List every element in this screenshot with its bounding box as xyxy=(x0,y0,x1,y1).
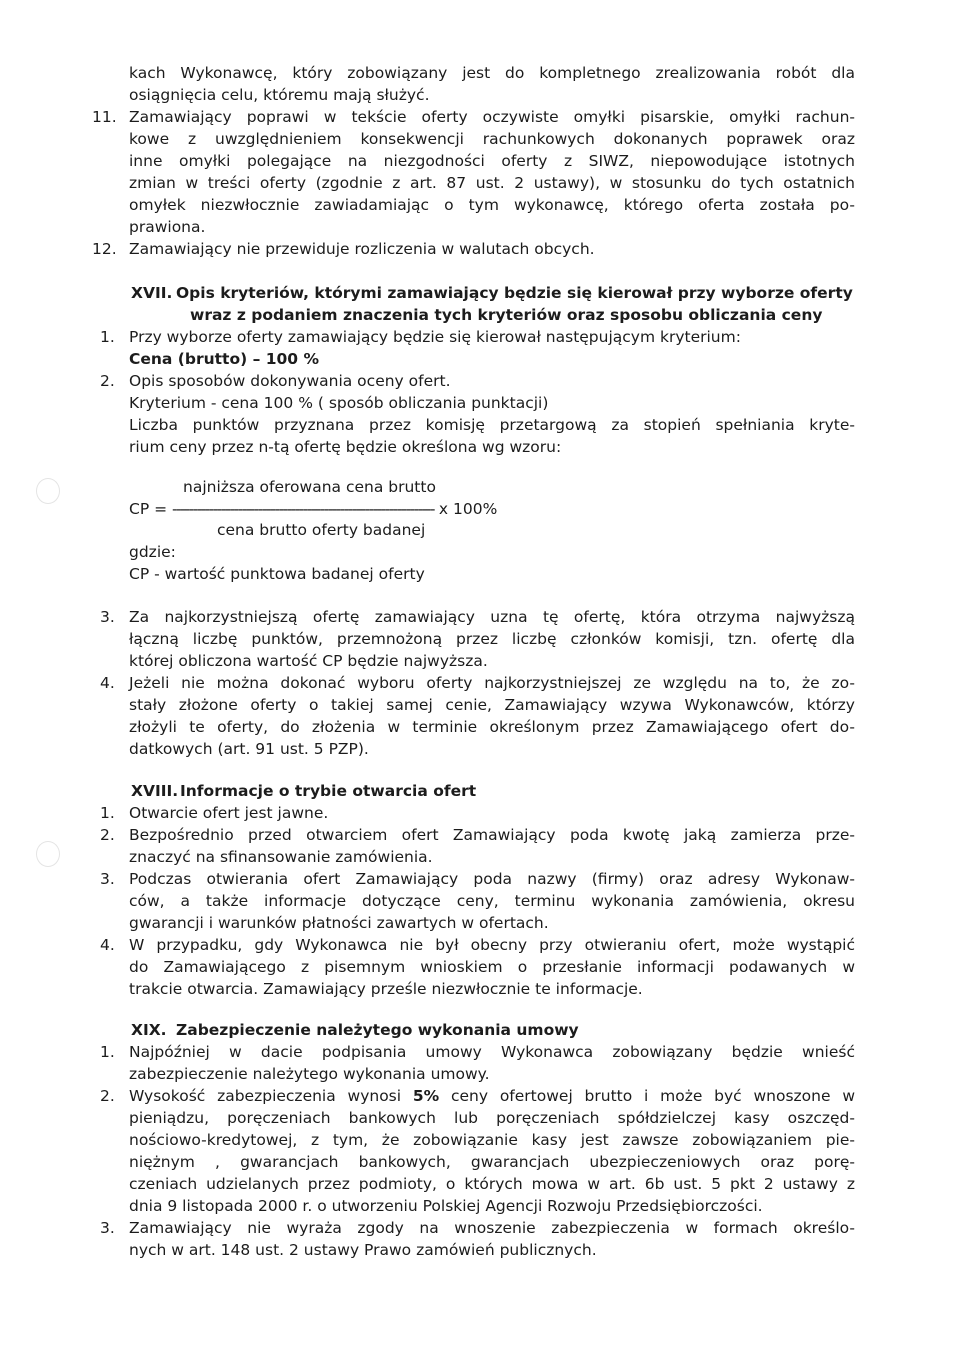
text-line: Bezpośrednio przed otwarciem ofert Zamawiający poda kwotę jaką zamierza prze- xyxy=(129,826,855,844)
formula-definition: CP - wartość punktowa badanej oferty xyxy=(129,565,425,583)
section-number: XIX. xyxy=(131,1021,167,1039)
xviii-item-4 xyxy=(100,934,855,1000)
text-line: Jeżeli nie można dokonać wyboru oferty najkorzystniejszej ze względu na to, że zo- xyxy=(129,674,855,692)
xvii-item-1 xyxy=(100,326,855,370)
item-number: 2. xyxy=(100,1087,115,1105)
text-line: Najpóźniej w dacie podpisania umowy Wykonawca zobowiązany będzie wnieść xyxy=(129,1043,855,1061)
section-xix-items xyxy=(100,1041,855,1261)
text-line: Kryterium - cena 100 % ( sposób obliczania punktacji) xyxy=(129,394,549,412)
formula-where: gdzie: xyxy=(129,543,176,561)
formula-numerator: najniższa oferowana cena brutto xyxy=(183,478,436,496)
xviii-item-3 xyxy=(100,868,855,934)
text-line: inne omyłki polegające na niezgodności oferty z SIWZ, niepowodujące istotnych xyxy=(129,152,855,170)
text-line: Otwarcie ofert jest jawne. xyxy=(129,804,329,822)
text-line: kach Wykonawcę, który zobowiązany jest do kompletnego zrealizowania robót dla xyxy=(129,64,855,82)
section-title: Opis kryteriów, którymi zamawiający będzie się kierował przy wyborze oferty xyxy=(176,284,853,302)
text-line: trakcie otwarcia. Zamawiający prześle niezwłocznie te informacje. xyxy=(129,980,643,998)
formula-denominator: cena brutto oferty badanej xyxy=(217,521,426,539)
text-line: Opis sposobów dokonywania oceny ofert. xyxy=(129,372,451,390)
xix-item-2 xyxy=(100,1085,855,1217)
text-line: pieniądzu, poręczeniach bankowych lub poręczeniach spółdzielczej kasy oszczęd- xyxy=(129,1109,855,1127)
text-fragment: Wysokość zabezpieczenia wynosi xyxy=(129,1087,413,1105)
text-line: do Zamawiającego z pisemnym wnioskiem o przesłanie informacji podawanych w xyxy=(129,958,855,976)
text-line: znaczyć na sfinansowanie zamówienia. xyxy=(129,848,433,866)
formula-lhs: CP = xyxy=(129,500,168,518)
item-number: 12. xyxy=(92,240,117,258)
section-number: XVII. xyxy=(131,284,173,302)
xviii-item-2 xyxy=(100,824,855,868)
section-number: XVIII. xyxy=(131,782,179,800)
item-number: 4. xyxy=(100,674,115,692)
text-line: stały złożone oferty o takiej samej cenie, Zamawiający wzywa Wykonawców, którzy xyxy=(129,696,855,714)
item-number: 11. xyxy=(92,108,117,126)
xvii-item-3 xyxy=(100,606,855,672)
text-line: Zamawiający nie przewiduje rozliczenia w walutach obcych. xyxy=(129,240,595,258)
text-line: datkowych (art. 91 ust. 5 PZP). xyxy=(129,740,369,758)
text-line: W przypadku, gdy Wykonawca nie był obecny przy otwieraniu ofert, może wystąpić xyxy=(129,936,855,954)
formula-line xyxy=(129,498,497,520)
text-line xyxy=(129,1085,855,1107)
text-line: gwarancji i warunków płatności zawartych w ofertach. xyxy=(129,914,549,932)
formula-rhs: x 100% xyxy=(438,500,498,518)
punch-hole-mark xyxy=(36,478,60,504)
fraction-bar: ---------------------------------------------------------------- xyxy=(172,500,434,518)
text-line: Zamawiający nie wyraża zgody na wnoszenie zabezpieczenia w formach określo- xyxy=(129,1219,855,1237)
paragraph-12 xyxy=(92,238,855,260)
text-line: zabezpieczenie należytego wykonania umowy. xyxy=(129,1065,490,1083)
text-line: dnia 9 listopada 2000 r. o utworzeniu Polskiej Agencji Rozwoju Przedsiębiorczości. xyxy=(129,1197,763,1215)
item-number: 3. xyxy=(100,608,115,626)
text-line: nościowo-kredytowej, z tym, że zobowiązanie kasy jest zawsze zobowiązaniem pie- xyxy=(129,1131,855,1149)
text-line: Podczas otwierania ofert Zamawiający poda nazwy (firmy) oraz adresy Wykonaw- xyxy=(129,870,855,888)
percentage-value: 5% xyxy=(412,1087,440,1105)
text-line: ców, a także informacje dotyczące ceny, terminu wykonania zamówienia, okresu xyxy=(129,892,855,910)
text-line: złożyli te oferty, do złożenia w terminie określonym przez Zamawiającego ofert do- xyxy=(129,718,855,736)
section-xviii-heading xyxy=(100,780,855,802)
item-number: 3. xyxy=(100,870,115,888)
text-line: Liczba punktów przyznana przez komisję przetargową za stopień spełniania kryte- xyxy=(129,416,855,434)
item-number: 2. xyxy=(100,372,115,390)
text-line: czeniach udzielanych przez podmioty, o których mowa w art. 6b ust. 5 pkt 2 ustawy z xyxy=(129,1175,855,1193)
section-xviii-items xyxy=(100,802,855,1000)
section-title: wraz z podaniem znaczenia tych kryteriów oraz sposobu obliczania ceny xyxy=(190,306,823,324)
text-line: zmian w treści oferty (zgodnie z art. 87 ust. 2 ustawy), w stosunku do tych ostatnich xyxy=(129,174,855,192)
text-line: rium ceny przez n-tą ofertę będzie określona wg wzoru: xyxy=(129,438,562,456)
text-line: Zamawiający poprawi w tekście oferty oczywiste omyłki pisarskie, omyłki rachun- xyxy=(129,108,855,126)
item-number: 1. xyxy=(100,804,115,822)
text-line: której obliczona wartość CP będzie najwyższa. xyxy=(129,652,488,670)
text-line: omyłek niezwłocznie zawiadamiając o tym wykonawcę, którego oferta została po- xyxy=(129,196,855,214)
intro-paragraph xyxy=(100,62,855,106)
text-line: kowe z uwzględnieniem konsekwencji rachunkowych dokonanych poprawek oraz xyxy=(129,130,855,148)
xvii-item-2 xyxy=(100,370,855,458)
text-line: nych w art. 148 ust. 2 ustawy Prawo zamówień publicznych. xyxy=(129,1241,597,1259)
text-line: osiągnięcia celu, któremu mają służyć. xyxy=(129,86,430,104)
paragraph-11 xyxy=(92,106,855,238)
item-number: 1. xyxy=(100,1043,115,1061)
section-title: Zabezpieczenie należytego wykonania umowy xyxy=(176,1021,579,1039)
criterion-label: Cena (brutto) – 100 % xyxy=(129,350,320,368)
text-line: niężnym , gwarancjach bankowych, gwarancjach ubezpieczeniowych oraz porę- xyxy=(129,1153,855,1171)
text-line: Za najkorzystniejszą ofertę zamawiający uzna tę ofertę, która otrzyma najwyższą xyxy=(129,608,855,626)
item-number: 3. xyxy=(100,1219,115,1237)
section-xix-heading xyxy=(100,1019,855,1041)
xix-item-3 xyxy=(100,1217,855,1261)
item-number: 4. xyxy=(100,936,115,954)
text-fragment: ceny ofertowej brutto i może być wnoszone w xyxy=(439,1087,855,1105)
text-line: Przy wyborze oferty zamawiający będzie się kierował następującym kryterium: xyxy=(129,328,741,346)
section-xvii-heading xyxy=(100,282,855,326)
item-number: 2. xyxy=(100,826,115,844)
item-number: 1. xyxy=(100,328,115,346)
xviii-item-1 xyxy=(100,802,855,824)
punch-hole-mark xyxy=(36,841,60,867)
xix-item-1 xyxy=(100,1041,855,1085)
text-line: łączną liczbę punktów, przemnożoną przez liczbę członków komisji, tzn. ofertę dla xyxy=(129,630,855,648)
section-title: Informacje o trybie otwarcia ofert xyxy=(180,782,477,800)
xvii-item-4 xyxy=(100,672,855,760)
text-line: prawiona. xyxy=(129,218,206,236)
